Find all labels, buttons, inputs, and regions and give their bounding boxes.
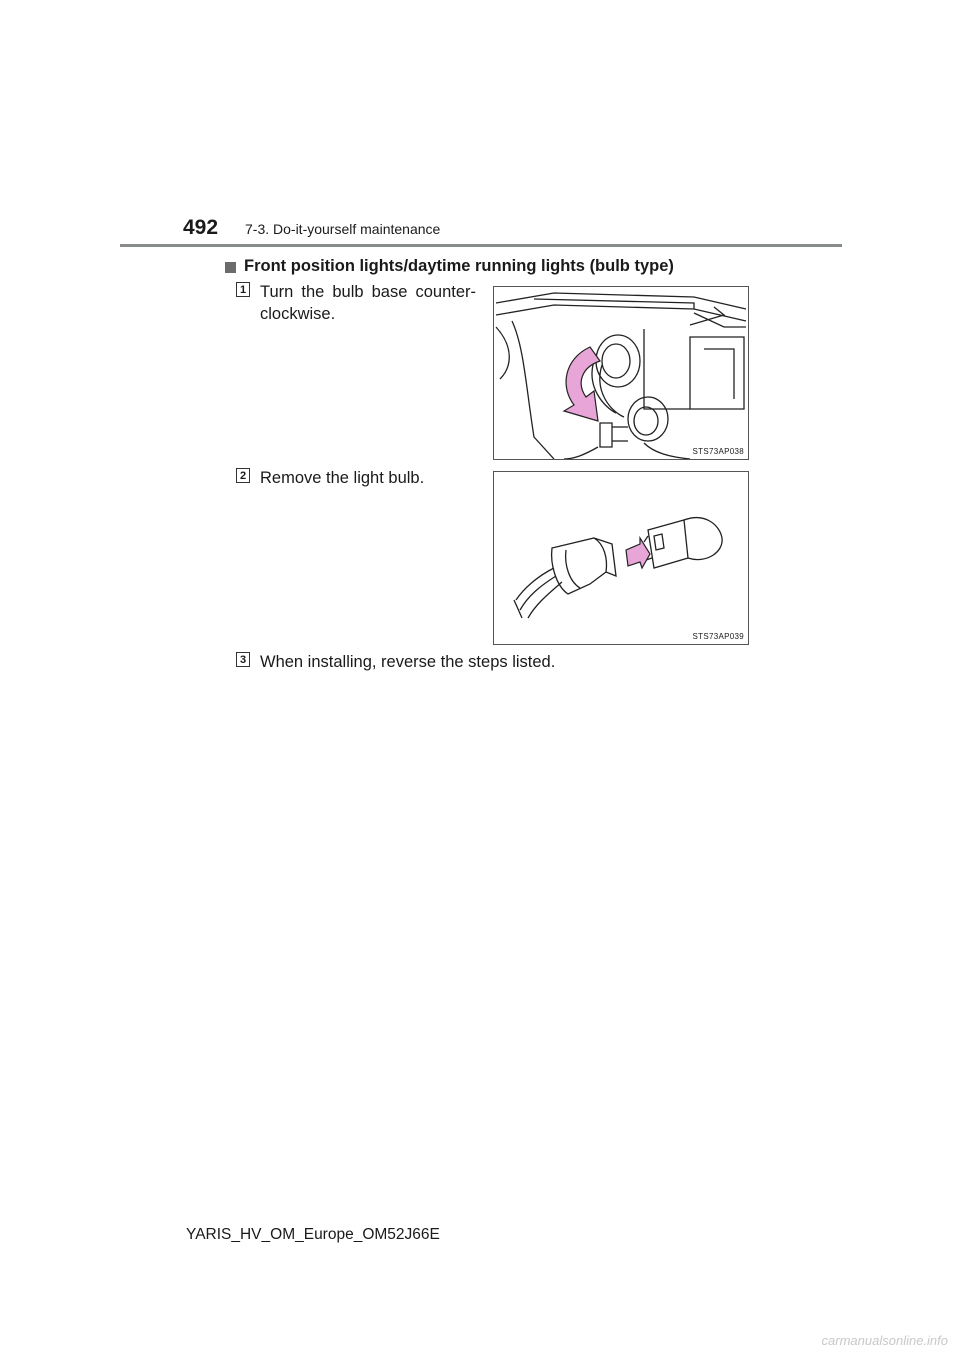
figure-1-code: STS73AP038 <box>692 447 744 456</box>
section-label: 7-3. Do-it-yourself maintenance <box>245 221 441 237</box>
footer-doc-code: YARIS_HV_OM_Europe_OM52J66E <box>186 1226 440 1243</box>
step-number-3: 3 <box>236 652 250 667</box>
header-rule <box>120 244 842 247</box>
figure-1 <box>493 286 749 460</box>
square-bullet-icon <box>225 262 236 273</box>
bulb-socket-illustration <box>494 287 748 459</box>
figure-2-code: STS73AP039 <box>692 632 744 641</box>
step-3-text: When installing, reverse the steps listed. <box>260 653 556 671</box>
figure-2 <box>493 471 749 645</box>
step-2-text: Remove the light bulb. <box>260 469 425 487</box>
step-number-1: 1 <box>236 282 250 297</box>
section-heading <box>225 257 674 276</box>
watermark: carmanualsonline.info <box>821 1333 948 1348</box>
bulb-removal-illustration <box>494 472 748 644</box>
counterclockwise-arrow-icon <box>564 347 600 421</box>
step-1-text: Turn the bulb base counter-clockwise. <box>260 283 476 323</box>
heading-text: Front position lights/daytime running lights (bulb type) <box>244 257 674 275</box>
step-number-2: 2 <box>236 468 250 483</box>
page-number: 492 <box>183 216 219 239</box>
right-arrow-icon <box>626 538 650 568</box>
